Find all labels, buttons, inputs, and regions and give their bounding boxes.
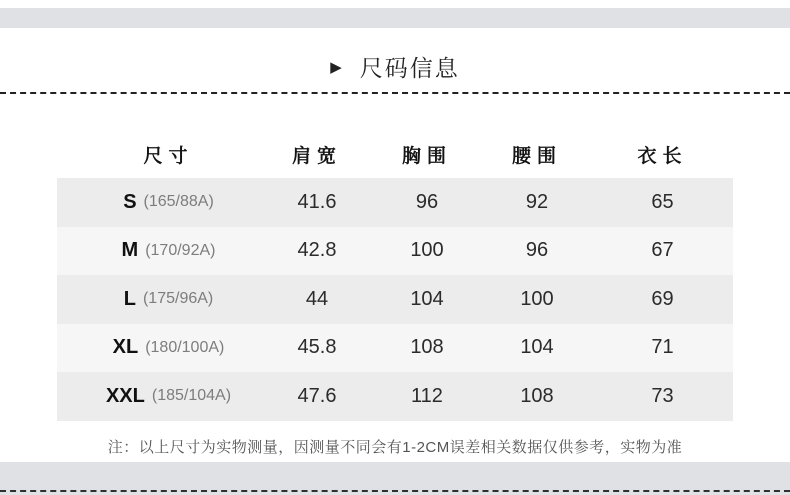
size-label: S: [123, 190, 137, 213]
shoulder-value: 45.8: [297, 336, 337, 359]
waist-value: 104: [520, 336, 554, 359]
column-header-chest: 胸围: [401, 145, 452, 167]
shoulder-value: 44: [305, 287, 329, 310]
size-table: [57, 130, 733, 421]
size-spec: (185/104A): [151, 387, 232, 405]
column-header-length: 衣长: [637, 145, 688, 167]
waist-value: 92: [525, 190, 549, 213]
size-spec: (175/96A): [142, 290, 214, 308]
shoulder-value: 42.8: [297, 239, 337, 262]
bottom-dashed-divider: [0, 490, 790, 492]
shoulder-value: 41.6: [297, 190, 337, 213]
top-divider-band: [0, 8, 790, 28]
chest-value: 104: [410, 287, 444, 310]
section-title-text: 尺码信息: [359, 54, 460, 81]
section-title: [0, 46, 790, 86]
chest-value: 100: [410, 239, 444, 262]
table-row-xxl: [57, 372, 733, 421]
size-cell: [57, 239, 262, 262]
size-cell: [57, 288, 262, 311]
column-header-size: 尺寸: [143, 145, 194, 167]
size-label: L: [123, 287, 136, 310]
table-header-row: [57, 130, 733, 178]
length-value: 73: [651, 384, 674, 407]
size-label: XXL: [105, 384, 145, 407]
bottom-divider-band: [0, 462, 790, 495]
chest-value: 108: [410, 336, 444, 359]
column-header-shoulder: 肩宽: [291, 145, 342, 167]
triangle-bullet-icon: ▶: [330, 58, 342, 76]
table-row-xl: [57, 324, 733, 373]
size-spec: (180/100A): [145, 338, 225, 356]
length-value: 69: [651, 287, 674, 310]
length-value: 71: [651, 336, 674, 359]
size-label: XL: [112, 336, 139, 359]
chest-value: 96: [415, 190, 439, 213]
table-row-l: [57, 275, 733, 324]
size-label: M: [121, 239, 139, 262]
shoulder-value: 47.6: [297, 384, 337, 407]
size-cell: [57, 336, 262, 359]
length-value: 65: [651, 190, 674, 213]
size-spec: (170/92A): [145, 241, 216, 259]
size-cell: [57, 385, 262, 408]
table-row-s: [57, 178, 733, 227]
waist-value: 108: [520, 384, 554, 407]
column-header-waist: 腰围: [511, 145, 562, 167]
size-spec: (165/88A): [143, 193, 214, 211]
measurement-note: 注：以上尺寸为实物测量，因测量不同会有1-2CM误差相关数据仅供参考，实物为准: [107, 439, 683, 456]
length-value: 67: [651, 239, 674, 262]
waist-value: 100: [520, 287, 554, 310]
title-dashed-divider: [0, 92, 790, 94]
waist-value: 96: [525, 239, 549, 262]
chest-value: 112: [411, 384, 443, 407]
table-row-m: [57, 227, 733, 276]
size-cell: [57, 191, 262, 214]
